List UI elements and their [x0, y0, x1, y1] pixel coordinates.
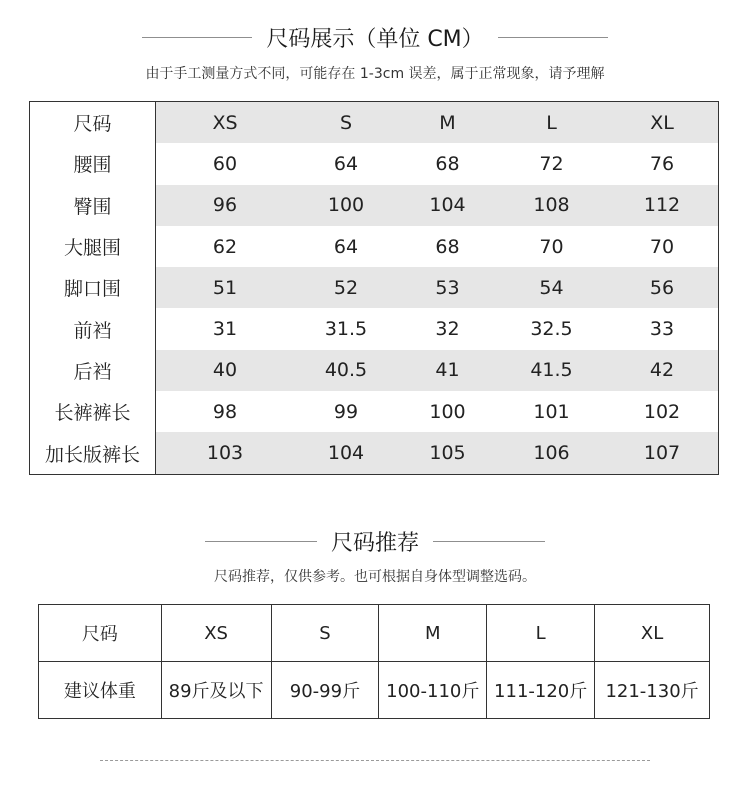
- size-recommendation-table: [38, 604, 710, 719]
- table-cell: 102: [643, 400, 681, 423]
- table-cell: 100-110斤: [379, 662, 487, 719]
- table-cell: 31.5: [324, 318, 368, 341]
- table-cell: 53: [435, 276, 460, 299]
- table-row: [30, 308, 718, 349]
- table-row: [30, 350, 718, 391]
- table-cell: 41.5: [530, 359, 573, 382]
- table-cell: 108: [533, 194, 570, 217]
- table-row: [39, 605, 710, 662]
- size-chart-table: [29, 101, 719, 475]
- table-cell: L: [487, 605, 595, 662]
- table-cell: 64: [333, 152, 359, 175]
- table-cell: 89斤及以下: [161, 662, 271, 719]
- row-label: 尺码: [39, 605, 162, 662]
- table-cell: 56: [649, 276, 675, 299]
- table-cell: 104: [327, 442, 365, 465]
- table-cell: 41: [435, 359, 460, 382]
- heading-rule-right: [498, 37, 608, 38]
- table-cell: 62: [212, 235, 238, 258]
- table-cell: 107: [643, 442, 681, 465]
- row-label: 前裆: [30, 308, 156, 349]
- table-cell: 60: [212, 152, 238, 175]
- table-cell: 96: [212, 194, 238, 217]
- table-cell: 103: [206, 442, 244, 465]
- size-recommendation-heading: [0, 526, 750, 557]
- table-cell: 104: [429, 194, 466, 217]
- table-cell: XS: [212, 111, 238, 134]
- table-cell: 105: [429, 442, 466, 465]
- table-cell: S: [339, 111, 353, 134]
- table-cell: 32.5: [530, 318, 573, 341]
- table-row: [30, 143, 718, 184]
- row-label: 尺码: [30, 102, 156, 143]
- table-row: [30, 391, 718, 432]
- heading-rule-left: [205, 541, 317, 542]
- table-row: [30, 226, 718, 267]
- table-cell: 106: [533, 442, 570, 465]
- table-cell: 40.5: [324, 359, 368, 382]
- table-cell: 70: [539, 235, 564, 258]
- table-cell: 54: [539, 276, 564, 299]
- table-cell: 33: [649, 318, 675, 341]
- table-cell: 68: [435, 235, 460, 258]
- table-cell: XL: [595, 605, 710, 662]
- row-label: 臀围: [30, 185, 156, 226]
- table-cell: 90-99斤: [271, 662, 379, 719]
- table-cell: 52: [333, 276, 359, 299]
- row-label: 后裆: [30, 350, 156, 391]
- table-cell: S: [271, 605, 379, 662]
- row-label: 腰围: [30, 143, 156, 184]
- row-label: 脚口围: [30, 267, 156, 308]
- table-cell: 51: [212, 276, 238, 299]
- table-cell: 32: [435, 318, 460, 341]
- table-cell: XL: [650, 111, 674, 134]
- table-cell: 100: [327, 194, 365, 217]
- measurement-note: 由于手工测量方式不同，可能存在 1-3cm 误差，属于正常现象，请予理解: [145, 66, 605, 82]
- table-cell: 42: [649, 359, 675, 382]
- table-row: [30, 267, 718, 308]
- table-row: [30, 185, 718, 226]
- table-cell: 64: [333, 235, 359, 258]
- table-cell: 76: [649, 152, 675, 175]
- table-cell: 99: [333, 400, 359, 423]
- heading-rule-left: [142, 37, 252, 38]
- table-row: [30, 432, 718, 473]
- size-recommendation-title: 尺码推荐: [330, 531, 419, 556]
- table-cell: 100: [429, 400, 466, 423]
- row-label: 大腿围: [30, 226, 156, 267]
- table-cell: 111-120斤: [487, 662, 595, 719]
- table-cell: 112: [643, 194, 681, 217]
- row-label: 加长版裤长: [30, 432, 156, 473]
- row-label: 建议体重: [39, 662, 162, 719]
- size-chart-title: 尺码展示（单位 CM）: [266, 27, 484, 52]
- table-cell: 98: [212, 400, 238, 423]
- table-cell: 70: [649, 235, 675, 258]
- footer-divider: [100, 760, 650, 761]
- size-chart-heading: [0, 22, 750, 53]
- row-label: 长裤裤长: [30, 391, 156, 432]
- recommendation-note: 尺码推荐，仅供参考。也可根据自身体型调整选码。: [214, 569, 536, 585]
- table-cell: M: [379, 605, 487, 662]
- table-cell: 31: [212, 318, 238, 341]
- heading-rule-right: [433, 541, 545, 542]
- table-cell: 101: [533, 400, 570, 423]
- table-cell: 72: [539, 152, 564, 175]
- table-row: [39, 662, 710, 719]
- table-cell: 121-130斤: [595, 662, 710, 719]
- table-cell: 40: [212, 359, 238, 382]
- table-cell: XS: [161, 605, 271, 662]
- table-cell: M: [439, 111, 456, 134]
- table-cell: L: [546, 111, 557, 134]
- table-cell: 68: [435, 152, 460, 175]
- table-row: [30, 102, 718, 143]
